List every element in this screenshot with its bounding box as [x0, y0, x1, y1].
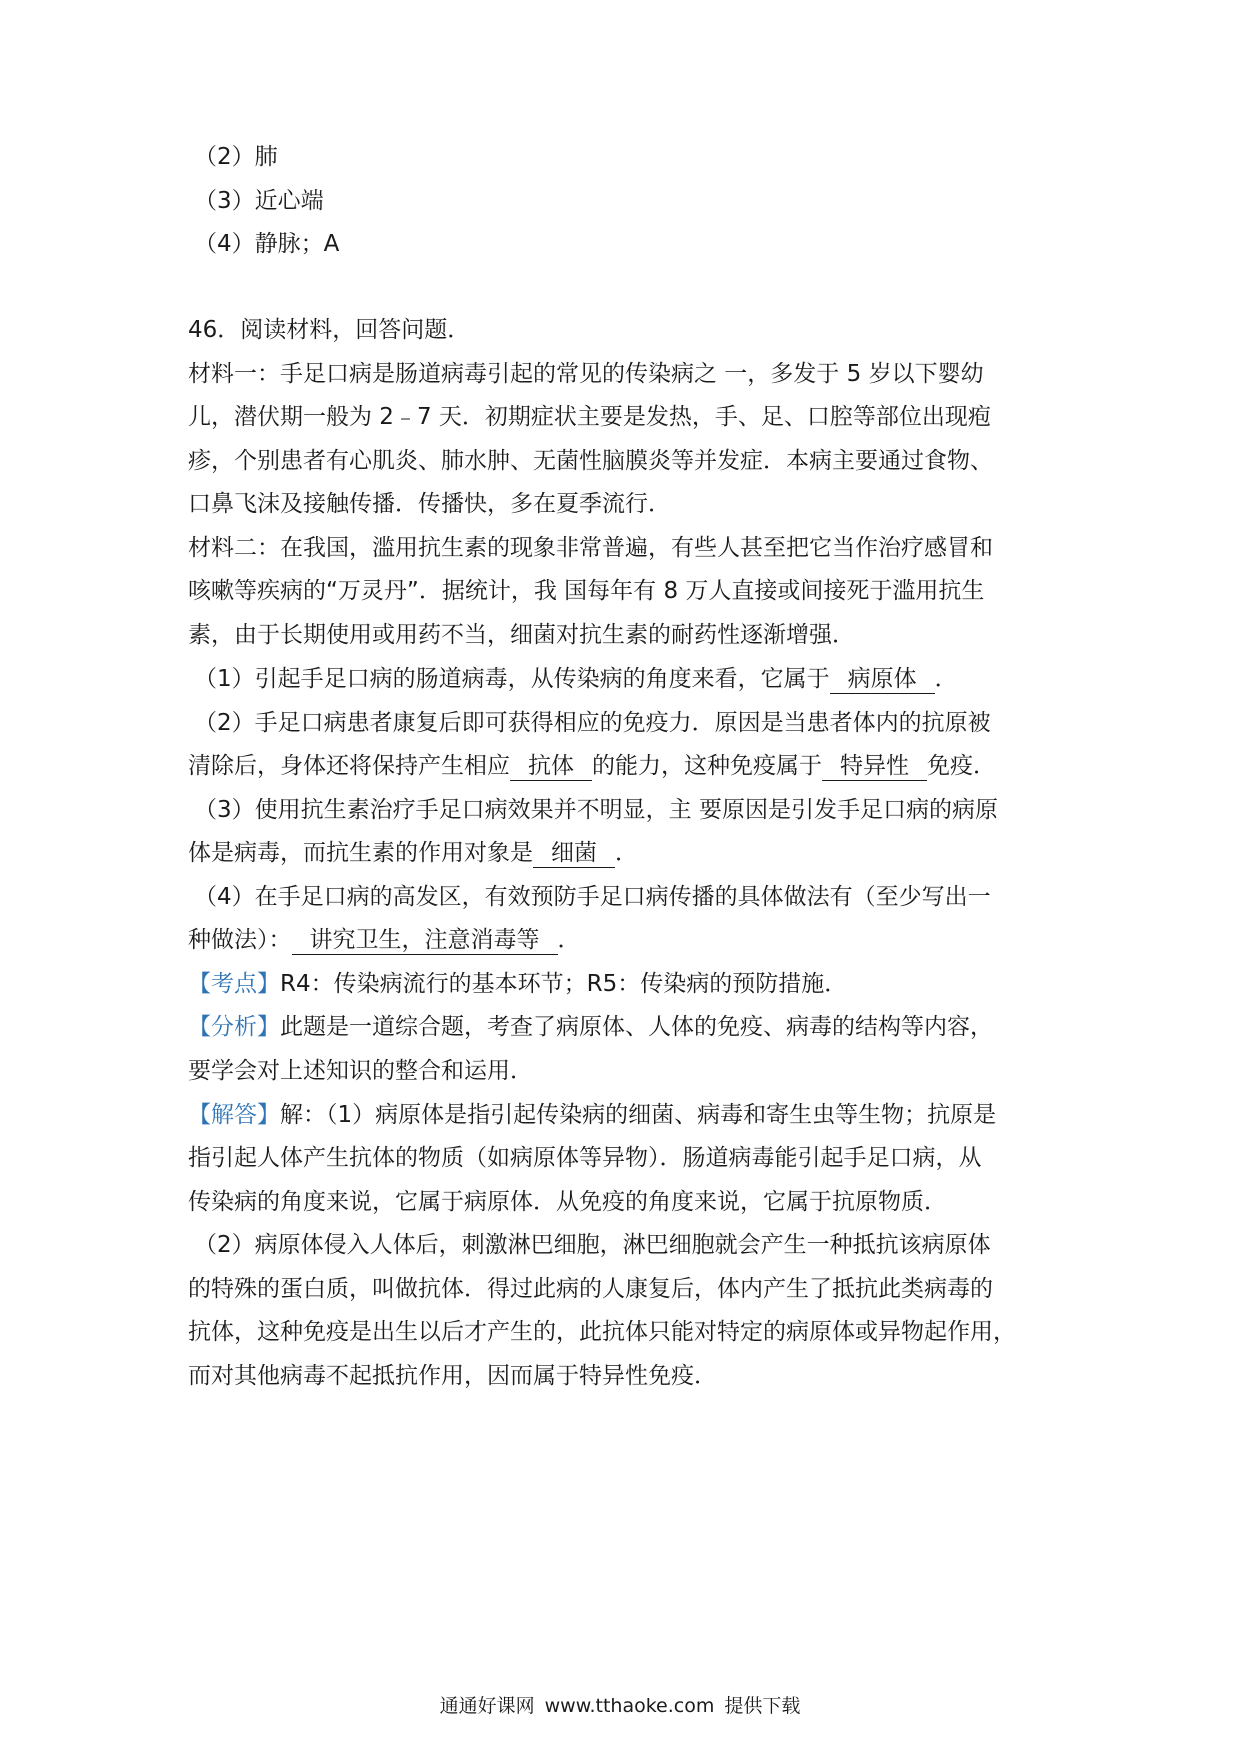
material2-line: 素，由于长期使用或用药不当，细菌对抗生素的耐药性逐渐增强．	[188, 622, 855, 648]
jieda-text: 解：（1）病原体是指引起传染病的细菌、病毒和寄生虫等生物；抗原是	[280, 1102, 997, 1128]
question-3-suffix: ．	[615, 840, 638, 866]
fenxi-text: 此题是一道综合题，考查了病原体、人体的免疫、病毒的结构等内容，	[280, 1014, 993, 1040]
page-footer	[0, 1693, 1240, 1719]
question-1	[194, 664, 958, 694]
answer-blank-3: 细菌	[533, 839, 615, 868]
question-1-prefix: （1）引起手足口病的肠道病毒，从传染病的角度来看，它属于	[194, 666, 830, 692]
question-4-suffix: ．	[557, 927, 581, 953]
material1-line: 口鼻飞沫及接触传播．传播快，多在夏季流行．	[188, 491, 671, 517]
material1-line: 疹，个别患者有心肌炎、肺水肿、无菌性脑膜炎等并发症．本病主要通过食物、	[188, 448, 993, 474]
answer-blank-2b: 特异性	[822, 752, 927, 781]
answer-blank-1: 病原体	[830, 665, 935, 694]
jieda-line: 的特殊的蛋白质，叫做抗体．得过此病的人康复后，体内产生了抵抗此类病毒的	[188, 1276, 993, 1302]
prev-answer-4: （4）静脉；A	[194, 231, 340, 257]
question-2-line2	[188, 751, 996, 781]
footer-action: 提供下载	[724, 1695, 801, 1717]
question-3-prefix: 体是病毒，而抗生素的作用对象是	[188, 840, 533, 866]
footer-url[interactable]: www.tthaoke.com	[544, 1695, 715, 1717]
fenxi-line: 要学会对上述知识的整合和运用．	[188, 1058, 533, 1084]
prev-answer-2: （2）肺	[194, 144, 278, 170]
material2-line: 材料二：在我国，滥用抗生素的现象非常普遍，有些人甚至把它当作治疗感冒和	[188, 535, 993, 561]
jieda-line: 指引起人体产生抗体的物质（如病原体等异物）．肠道病毒能引起手足口病，从	[188, 1145, 982, 1171]
answer-blank-2a: 抗体	[510, 752, 592, 781]
material1-line: 材料一：手足口病是肠道病毒引起的常见的传染病之 一，多发于 5 岁以下婴幼	[188, 361, 984, 387]
prev-answer-3: （3）近心端	[194, 188, 324, 214]
question-2-middle: 的能力，这种免疫属于	[592, 753, 822, 779]
jieda-section	[188, 1100, 996, 1130]
question-2-prefix: 清除后，身体还将保持产生相应	[188, 753, 510, 779]
footer-site-name: 通通好课网	[439, 1695, 535, 1717]
question-2-line1: （2）手足口病患者康复后即可获得相应的免疫力．原因是当患者体内的抗原被	[194, 710, 991, 736]
fenxi-tag: 【分析】	[188, 1014, 280, 1040]
jieda-line: 而对其他病毒不起抵抗作用，因而属于特异性免疫．	[188, 1363, 717, 1389]
question-3-line1: （3）使用抗生素治疗手足口病效果并不明显，主 要原因是引发手足口病的病原	[194, 797, 998, 823]
kaodian-section	[188, 969, 847, 999]
fenxi-section	[188, 1012, 993, 1042]
answer-blank-4: 讲究卫生，注意消毒等	[292, 926, 558, 955]
kaodian-text: R4：传染病流行的基本环节；R5：传染病的预防措施．	[280, 971, 848, 997]
jieda-line: （2）病原体侵入人体后，刺激淋巴细胞，淋巴细胞就会产生一种抵抗该病原体	[194, 1232, 991, 1258]
question-4-line1: （4）在手足口病的高发区，有效预防手足口病传播的具体做法有（至少写出一	[194, 884, 991, 910]
kaodian-tag: 【考点】	[188, 971, 280, 997]
question-4-line2	[188, 925, 581, 955]
question-1-suffix: ．	[934, 666, 958, 692]
material1-line: 儿，潜伏期一般为 2﹣7 天．初期症状主要是发热，手、足、口腔等部位出现疱	[188, 404, 991, 430]
question-4-prefix: 种做法）：	[188, 927, 292, 953]
question-title: 46．阅读材料，回答问题．	[188, 317, 471, 343]
jieda-line: 抗体，这种免疫是出生以后才产生的，此抗体只能对特定的病原体或异物起作用，	[188, 1319, 1016, 1345]
question-3-line2	[188, 838, 638, 868]
jieda-line: 传染病的角度来说，它属于病原体．从免疫的角度来说，它属于抗原物质．	[188, 1189, 947, 1215]
question-2-suffix: 免疫．	[927, 753, 996, 779]
jieda-tag: 【解答】	[188, 1102, 280, 1128]
material2-line: 咳嗽等疾病的“万灵丹”．据统计，我 国每年有 8 万人直接或间接死于滥用抗生	[188, 578, 985, 604]
